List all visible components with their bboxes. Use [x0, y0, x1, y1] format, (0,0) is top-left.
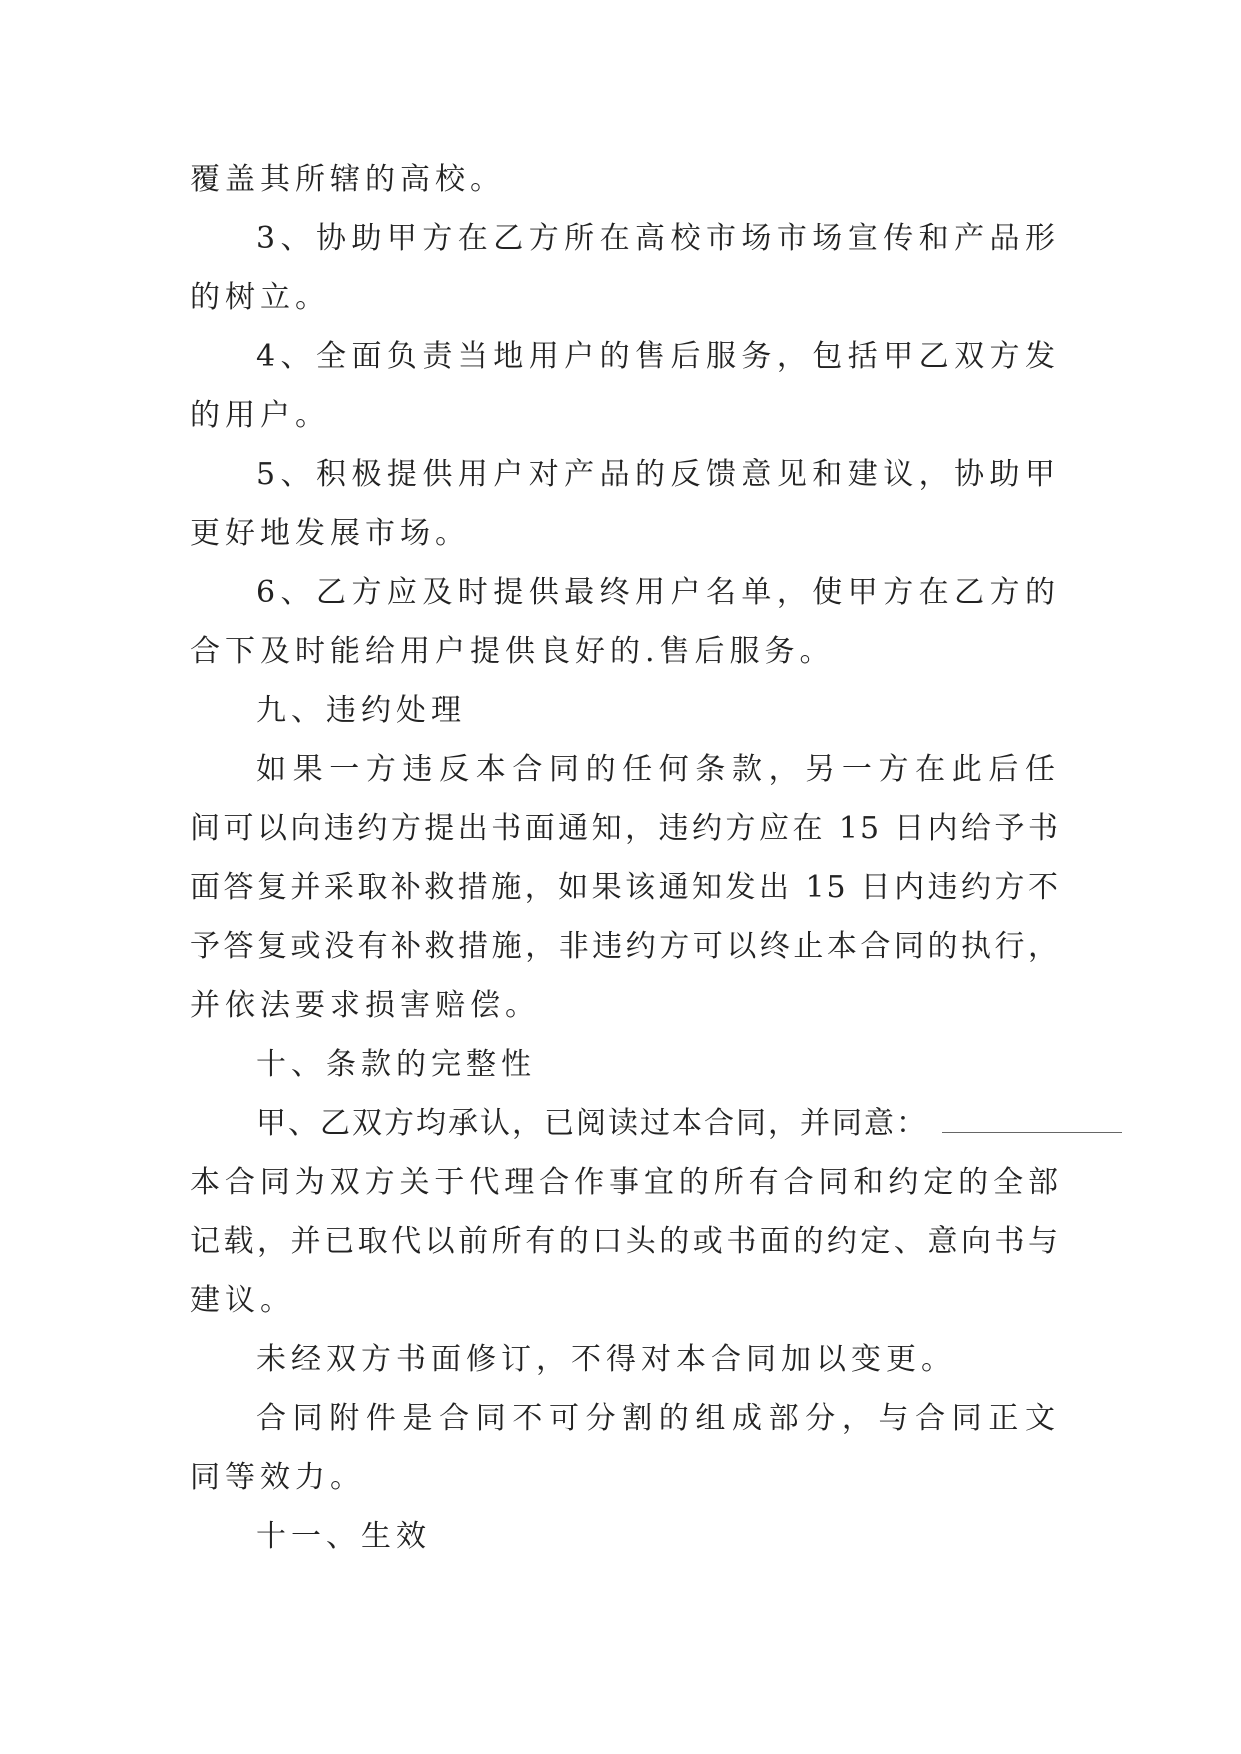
breach-paragraph-line-2: 间可以向违约方提出书面通知，违约方应在 15 日内给予书	[190, 811, 1060, 846]
clause-6-line-2: 合下及时能给用户提供良好的.售后服务。	[190, 634, 835, 669]
agreement-line-text: 甲、乙双方均承认，已阅读过本合同，并同意：	[256, 1106, 928, 1141]
annex-line-1: 合同附件是合同不可分割的组成部分，与合同正文	[256, 1401, 1060, 1436]
breach-paragraph-line-1: 如果一方违反本合同的任何条款，另一方在此后任	[256, 752, 1060, 787]
clause-5-line-2: 更好地发展市场。	[190, 516, 470, 551]
breach-paragraph-line-3: 面答复并采取补救措施，如果该通知发出 15 日内违约方不	[190, 870, 1060, 905]
clause-6-line-1: 6、乙方应及时提供最终用户名单，使甲方在乙方的	[256, 575, 1060, 610]
breach-paragraph-line-5: 并依法要求损害赔偿。	[190, 988, 540, 1023]
clause-4-line-1: 4、全面负责当地用户的售后服务，包括甲乙双方发	[256, 339, 1060, 374]
section-heading-effective: 十一、生效	[256, 1519, 431, 1554]
section-heading-breach: 九、违约处理	[256, 693, 466, 728]
agreement-line	[190, 1094, 1060, 1153]
integrity-paragraph-line-1: 本合同为双方关于代理合作事宜的所有合同和约定的全部	[190, 1165, 1060, 1200]
clause-4-line-2: 的用户。	[190, 398, 330, 433]
breach-paragraph-line-4: 予答复或没有补救措施，非违约方可以终止本合同的执行，	[190, 929, 1060, 964]
clause-3-line-1: 3、协助甲方在乙方所在高校市场市场宣传和产品形	[256, 221, 1060, 256]
clause-5-line-1: 5、积极提供用户对产品的反馈意见和建议，协助甲	[256, 457, 1060, 492]
integrity-paragraph-line-2: 记载，并已取代以前所有的口头的或书面的约定、意向书与	[190, 1224, 1060, 1259]
clause-3-line-2: 的树立。	[190, 280, 330, 315]
text-line: 覆盖其所辖的高校。	[190, 162, 505, 197]
annex-line-2: 同等效力。	[190, 1460, 365, 1495]
section-heading-integrity: 十、条款的完整性	[256, 1047, 536, 1082]
amendment-line: 未经双方书面修订，不得对本合同加以变更。	[256, 1342, 956, 1377]
document-body	[190, 150, 1060, 1566]
integrity-paragraph-line-3: 建议。	[190, 1283, 295, 1318]
blank-underline	[942, 1098, 1122, 1133]
